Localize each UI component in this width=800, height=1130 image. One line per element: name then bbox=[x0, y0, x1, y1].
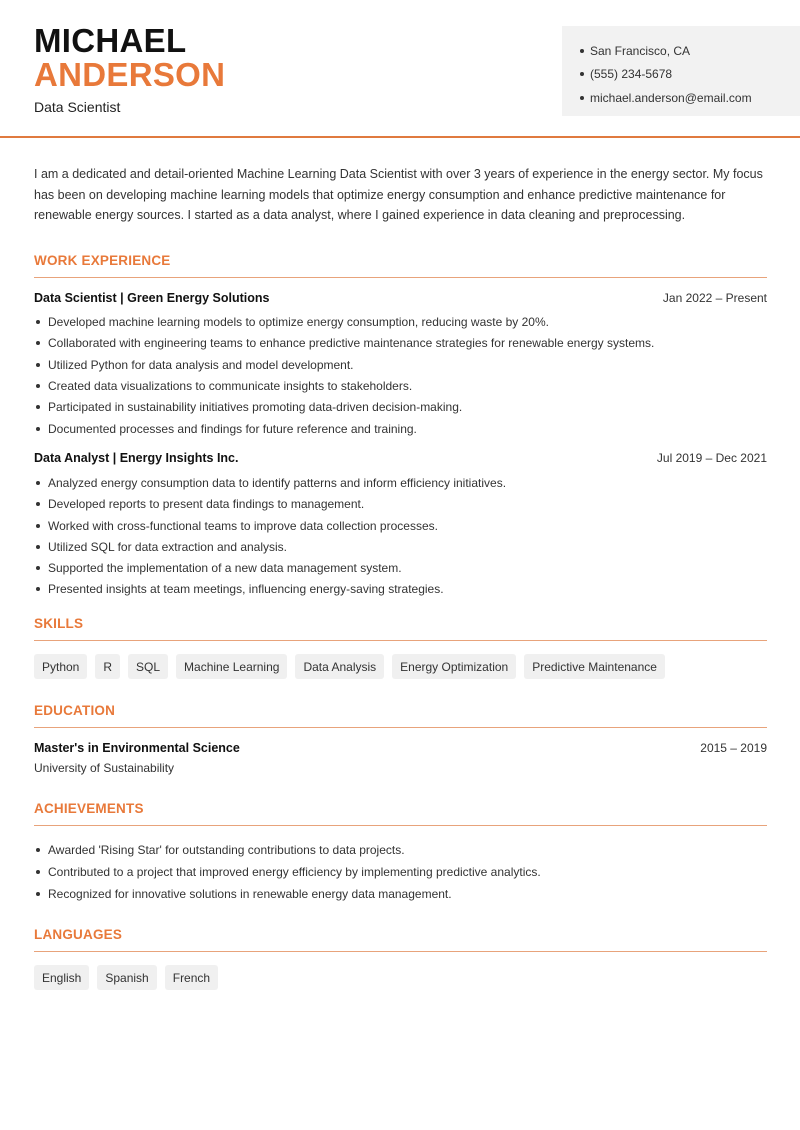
work-experience-section bbox=[34, 253, 767, 601]
bullet-icon bbox=[36, 341, 40, 345]
education-date: 2015 – 2019 bbox=[700, 741, 767, 756]
section-title-achievements: ACHIEVEMENTS bbox=[34, 801, 767, 826]
list-item bbox=[34, 861, 767, 883]
language-chip: Spanish bbox=[97, 965, 156, 990]
bullet-text: Utilized SQL for data extraction and analysis. bbox=[48, 539, 288, 554]
bullet-icon bbox=[36, 405, 40, 409]
skill-chip: Python bbox=[34, 654, 87, 679]
bullet-icon bbox=[36, 892, 40, 896]
job-title: Data Analyst | Energy Insights Inc. bbox=[34, 451, 239, 466]
list-item bbox=[34, 536, 767, 557]
bullet-text: Participated in sustainability initiatives promoting data-driven decision-making. bbox=[48, 400, 463, 415]
education-degree: Master's in Environmental Science bbox=[34, 741, 240, 756]
education-section bbox=[34, 703, 767, 775]
bullet-text: Collaborated with engineering teams to enhance predictive maintenance strategies for renewable energy systems. bbox=[48, 336, 655, 351]
bullet-icon bbox=[36, 566, 40, 570]
bullet-icon bbox=[36, 384, 40, 388]
languages-list bbox=[34, 965, 767, 990]
languages-section bbox=[34, 927, 767, 990]
list-item bbox=[34, 397, 767, 418]
list-item bbox=[34, 418, 767, 439]
skill-chip: R bbox=[95, 654, 120, 679]
bullet-icon bbox=[580, 49, 584, 53]
skill-chip: Predictive Maintenance bbox=[524, 654, 665, 679]
bullet-icon bbox=[36, 320, 40, 324]
bullet-text: Developed machine learning models to optimize energy consumption, reducing waste by 20%. bbox=[48, 315, 549, 330]
job-entry bbox=[34, 451, 767, 600]
contact-phone bbox=[580, 63, 800, 87]
bullet-icon bbox=[36, 427, 40, 431]
achievements-section bbox=[34, 801, 767, 905]
bullet-icon bbox=[580, 72, 584, 76]
bullet-icon bbox=[36, 363, 40, 367]
skill-chip: Data Analysis bbox=[295, 654, 384, 679]
job-title: Data Scientist | Green Energy Solutions bbox=[34, 290, 270, 305]
skill-chip: Machine Learning bbox=[176, 654, 287, 679]
bullet-icon bbox=[36, 524, 40, 528]
skills-section bbox=[34, 616, 767, 679]
contact-location bbox=[580, 39, 800, 63]
job-role: Data Scientist bbox=[34, 99, 121, 115]
job-bullets bbox=[34, 472, 767, 600]
bullet-text: Analyzed energy consumption data to identify patterns and inform efficiency initiatives. bbox=[48, 475, 507, 490]
job-date: Jan 2022 – Present bbox=[662, 290, 767, 305]
list-item bbox=[34, 515, 767, 536]
list-item bbox=[34, 312, 767, 333]
education-school: University of Sustainability bbox=[34, 761, 175, 776]
bullet-icon bbox=[36, 481, 40, 485]
section-title-skills: SKILLS bbox=[34, 616, 767, 641]
bullet-text: Presented insights at team meetings, influencing energy-saving strategies. bbox=[48, 582, 444, 597]
bullet-text: Utilized Python for data analysis and model development. bbox=[48, 357, 354, 372]
bullet-icon bbox=[36, 870, 40, 874]
job-date: Jul 2019 – Dec 2021 bbox=[656, 451, 767, 466]
list-item bbox=[34, 472, 767, 493]
bullet-icon bbox=[36, 545, 40, 549]
section-title-languages: LANGUAGES bbox=[34, 927, 767, 952]
phone-text: (555) 234-5678 bbox=[590, 67, 673, 82]
summary-paragraph: I am a dedicated and detail-oriented Machine Learning Data Scientist with over 3 years of experience in the energy sector. My focus has been on developing machine learning models that optimize energy consumption and enhance predictive maintenance for renewable energy sources. I started as a data analyst, where I gained experience in data cleaning and preprocessing. bbox=[34, 167, 763, 222]
bullet-text: Worked with cross-functional teams to improve data collection processes. bbox=[48, 518, 438, 533]
bullet-text: Contributed to a project that improved energy efficiency by implementing predictive analytics. bbox=[48, 865, 541, 880]
section-title-education: EDUCATION bbox=[34, 703, 767, 728]
job-bullets bbox=[34, 312, 767, 440]
list-item bbox=[34, 839, 767, 861]
bullet-text: Supported the implementation of a new data management system. bbox=[48, 561, 402, 576]
job-entry bbox=[34, 291, 767, 440]
list-item bbox=[34, 333, 767, 354]
resume-body bbox=[34, 164, 767, 990]
bullet-icon bbox=[36, 502, 40, 506]
language-chip: French bbox=[165, 965, 218, 990]
list-item bbox=[34, 557, 767, 578]
list-item bbox=[34, 883, 767, 905]
bullet-text: Awarded 'Rising Star' for outstanding contributions to data projects. bbox=[48, 843, 405, 858]
skill-chip: SQL bbox=[128, 654, 168, 679]
last-name: ANDERSON bbox=[34, 56, 226, 93]
skill-chip: Energy Optimization bbox=[392, 654, 516, 679]
section-title-work: WORK EXPERIENCE bbox=[34, 253, 767, 278]
resume-header bbox=[0, 0, 800, 138]
bullet-text: Developed reports to present data findings to management. bbox=[48, 497, 365, 512]
bullet-text: Recognized for innovative solutions in renewable energy data management. bbox=[48, 887, 452, 902]
bullet-icon bbox=[36, 848, 40, 852]
bullet-icon bbox=[580, 96, 584, 100]
contact-email bbox=[580, 86, 800, 110]
list-item bbox=[34, 375, 767, 396]
list-item bbox=[34, 579, 767, 600]
bullet-icon bbox=[36, 587, 40, 591]
bullet-text: Created data visualizations to communicate insights to stakeholders. bbox=[48, 379, 413, 394]
location-text: San Francisco, CA bbox=[590, 43, 691, 58]
email-text: michael.anderson@email.com bbox=[590, 90, 752, 105]
first-name: MICHAEL bbox=[34, 22, 187, 59]
achievements-list bbox=[34, 839, 767, 905]
bullet-text: Documented processes and findings for future reference and training. bbox=[48, 421, 417, 436]
list-item bbox=[34, 494, 767, 515]
list-item bbox=[34, 354, 767, 375]
contact-box bbox=[562, 26, 800, 116]
language-chip: English bbox=[34, 965, 89, 990]
skills-list bbox=[34, 654, 767, 679]
